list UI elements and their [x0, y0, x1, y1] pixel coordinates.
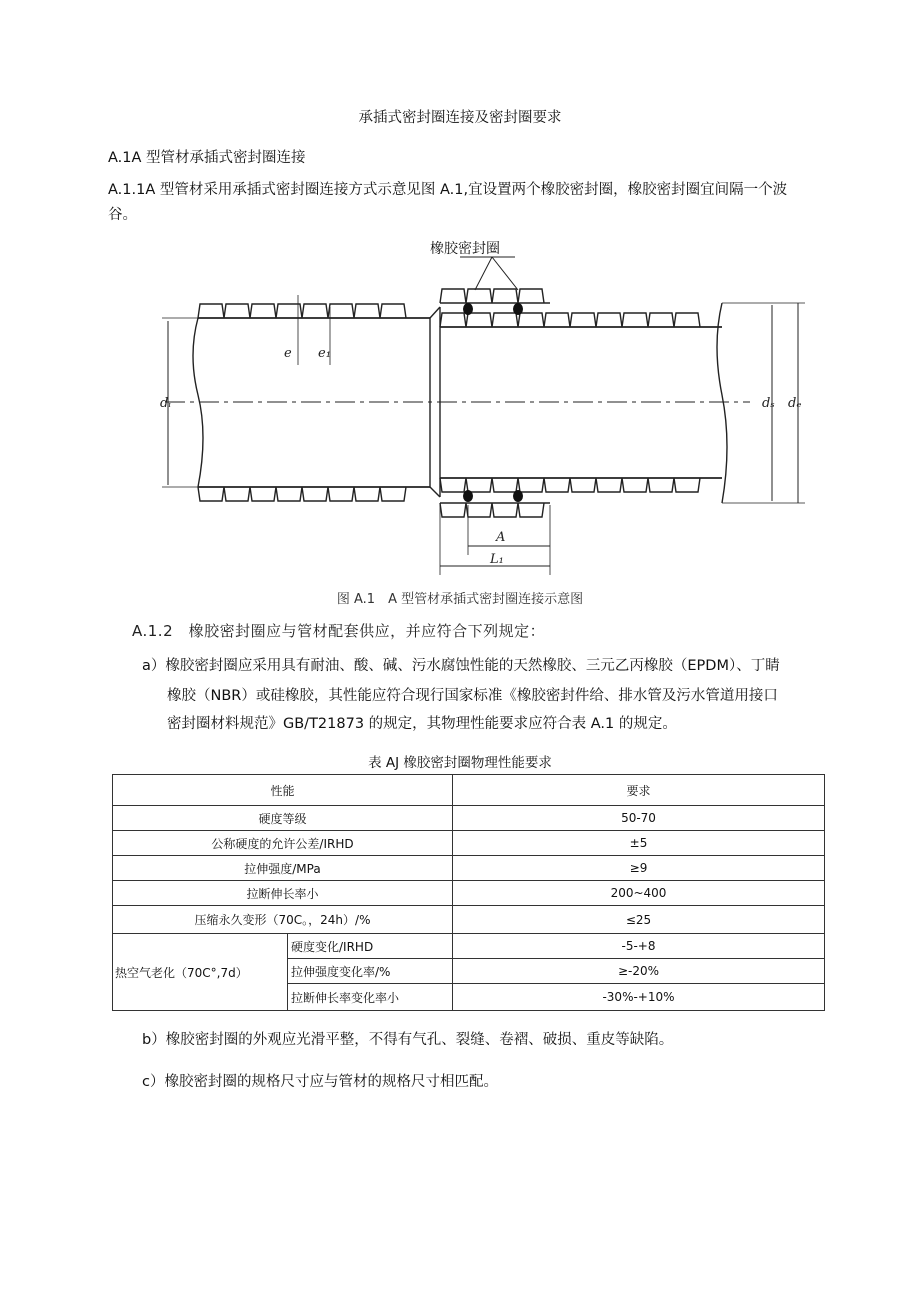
- socket-top: [440, 289, 550, 303]
- item-b: b）橡胶密封圈的外观应光滑平整，不得有气孔、裂缝、卷褶、破损、重皮等缺陷。: [142, 1032, 674, 1048]
- table-cell: -5-+8: [453, 934, 825, 959]
- figure-caption: 图 A.1 A 型管材承插式密封圈连接示意图: [336, 592, 584, 607]
- socket-bottom: [440, 503, 550, 517]
- table-cell: ≥-20%: [453, 959, 825, 984]
- table-cell: 公称硬度的允许公差/IRHD: [113, 831, 453, 856]
- table-cell: ≥9: [453, 856, 825, 881]
- table-cell: -30%-+10%: [453, 984, 825, 1011]
- item-a-line1: a）橡胶密封圈应采用具有耐油、酸、碱、污水腐蚀性能的天然橡胶、三元乙丙橡胶（EPDM）、丁睛: [142, 658, 780, 674]
- seal-ring-top-1: [463, 303, 473, 315]
- table-cell: 硬度等级: [113, 806, 453, 831]
- label-e1: e₁: [318, 346, 331, 361]
- table-cell: 拉伸强度变化率/%: [288, 959, 453, 984]
- seal-ring-bottom-1: [463, 490, 473, 502]
- table-cell: 拉伸强度/MPa: [113, 856, 453, 881]
- seal-ring-top-2: [513, 303, 523, 315]
- paragraph-a11-line1: A.1.1A 型管材采用承插式密封圈连接方式示意见图 A.1,宜设置两个橡胶密封圈，橡胶密封圈宜间隔一个波: [108, 182, 788, 198]
- corrugation-bottom: [198, 478, 722, 501]
- table-row: [113, 934, 825, 959]
- table-row: [113, 831, 825, 856]
- table-cell: 压缩永久变形（70C。，24h）/%: [113, 906, 453, 934]
- aging-label-cell: 热空气老化（70C°,7d）: [113, 934, 288, 1011]
- rubber-seal-properties-table: [112, 774, 825, 1011]
- item-c: c）橡胶密封圈的规格尺寸应与管材的规格尺寸相匹配。: [142, 1074, 498, 1090]
- table-cell: 硬度变化/IRHD: [288, 934, 453, 959]
- label-di: dᵢ: [160, 396, 171, 411]
- section-a12: A.1.2 橡胶密封圈应与管材配套供应，并应符合下列规定：: [132, 622, 546, 640]
- label-ds: dₛ: [762, 396, 775, 411]
- table-cell: 拉断伸长率变化率小: [288, 984, 453, 1011]
- page-title: 承插式密封圈连接及密封圈要求: [358, 110, 562, 126]
- label-A: A: [496, 530, 506, 545]
- table-title: 表 AJ 橡胶密封圈物理性能要求: [368, 755, 552, 771]
- table-header-cell: 性能: [113, 775, 453, 806]
- paragraph-a11-line2: 谷。: [108, 207, 137, 223]
- label-e: e: [284, 346, 292, 361]
- label-rubber-seal: 橡胶密封圈: [430, 241, 500, 257]
- table-row: [113, 806, 825, 831]
- table-cell: ≤25: [453, 906, 825, 934]
- table-row: [113, 856, 825, 881]
- pipe-joint-figure: [150, 235, 830, 575]
- table-row: [113, 906, 825, 934]
- label-de: dₑ: [788, 396, 802, 411]
- item-a-line3: 密封圈材料规范》GB/T21873 的规定，其物理性能要求应符合表 A.1 的规定。: [167, 716, 677, 732]
- section-heading-a1: A.1A 型管材承插式密封圈连接: [108, 150, 306, 166]
- table-header-cell: 要求: [453, 775, 825, 806]
- table-cell: ±5: [453, 831, 825, 856]
- table-cell: 拉断伸长率小: [113, 881, 453, 906]
- table-cell: 50-70: [453, 806, 825, 831]
- label-L1: L₁: [490, 552, 504, 567]
- seal-ring-bottom-2: [513, 490, 523, 502]
- item-a-line2: 橡胶（NBR）或硅橡胶，其性能应符合现行国家标准《橡胶密封件给、排水管及污水管道用接口: [167, 688, 778, 704]
- table-cell: 200~400: [453, 881, 825, 906]
- corrugation-top: [198, 304, 722, 327]
- table-row: [113, 881, 825, 906]
